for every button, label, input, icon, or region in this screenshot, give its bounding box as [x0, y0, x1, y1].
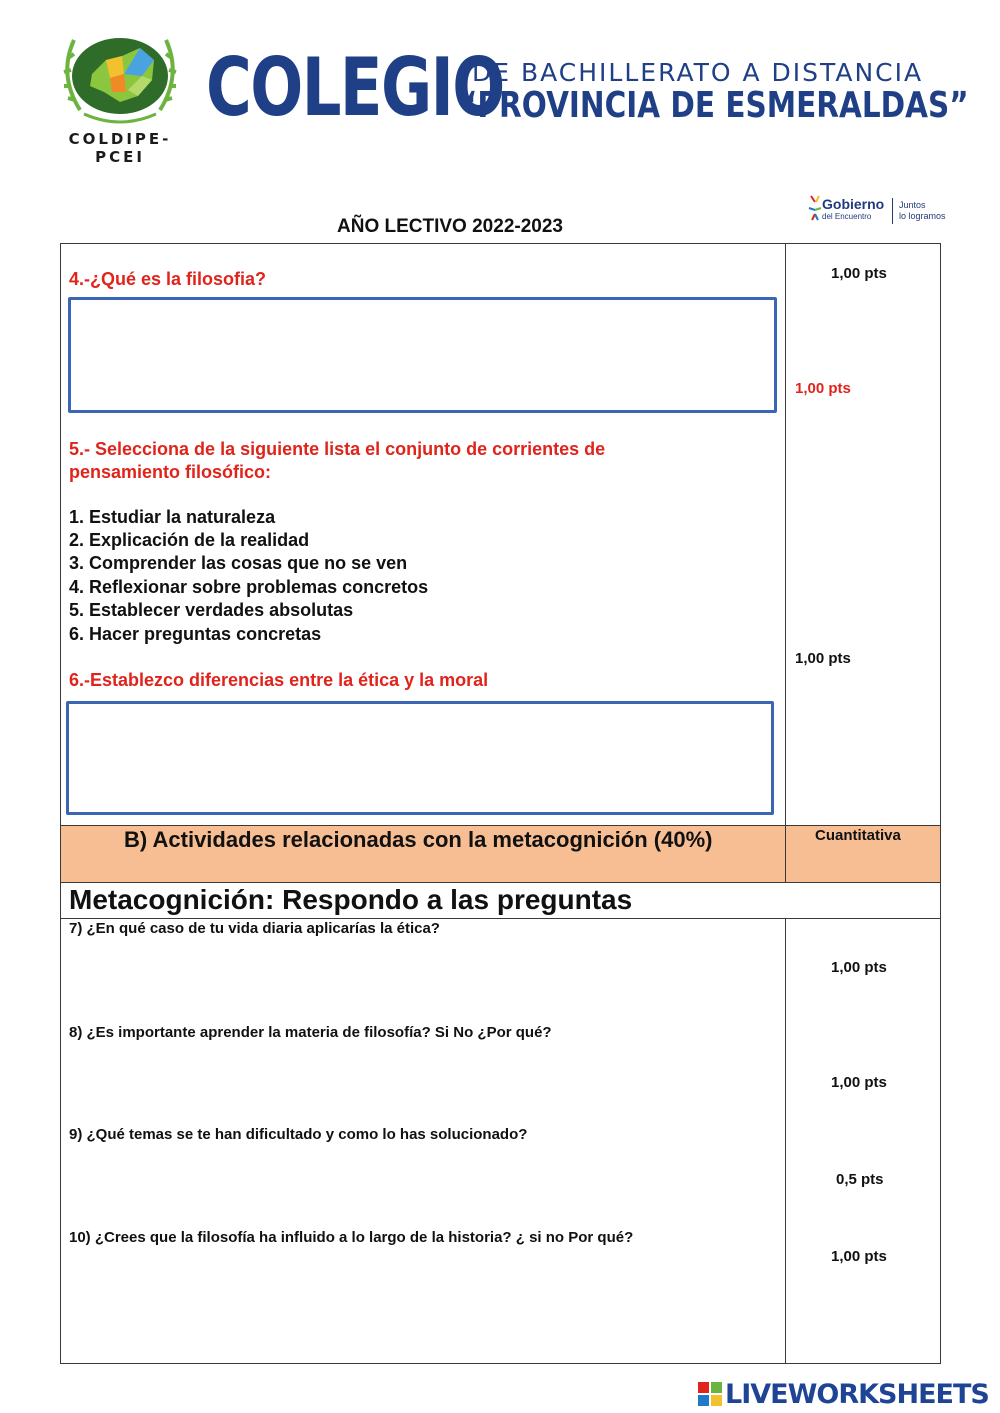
question-6: 6.-Establezco diferencias entre la ética y la moral	[69, 670, 489, 690]
option-item[interactable]: 2. Explicación de la realidad	[69, 530, 310, 550]
logo-caption: COLDIPE-PCEI	[68, 130, 172, 166]
q4-points: 1,00 pts	[831, 265, 887, 282]
metacognition-title-line	[60, 918, 941, 919]
table-column-divider-top	[785, 243, 786, 883]
section-b-divider	[785, 825, 786, 882]
government-subname: del Encuentro	[822, 212, 872, 221]
government-star-icon	[808, 194, 822, 230]
school-name: “PROVINCIA DE ESMERALDAS”	[458, 85, 969, 126]
option-item[interactable]: 3. Comprender las cosas que no se ven	[69, 553, 408, 573]
table-border-bottom	[60, 1363, 941, 1364]
question-8: 8) ¿Es importante aprender la materia de filosofía? Si No ¿Por qué?	[69, 1024, 552, 1041]
government-name: Gobierno	[822, 196, 885, 212]
option-item[interactable]: 5. Establecer verdades absolutas	[69, 600, 354, 620]
q9-points: 0,5 pts	[836, 1171, 884, 1188]
question-4: 4.-¿Qué es la filosofia?	[69, 269, 267, 289]
q8-points: 1,00 pts	[831, 1074, 887, 1091]
table-border-right	[940, 243, 941, 1364]
question-5-line-2: pensamiento filosófico:	[69, 462, 272, 482]
question-10: 10) ¿Crees que la filosofía ha influido a lo largo de la historia? ¿ si no Por qué?	[69, 1229, 634, 1246]
section-b-bottom-line	[60, 882, 941, 883]
q10-points: 1,00 pts	[831, 1248, 887, 1265]
school-logo	[44, 30, 196, 166]
table-border-left	[60, 243, 61, 1364]
section-b-top-line	[60, 825, 941, 826]
government-slogan-1: Juntos	[899, 200, 926, 210]
question-7: 7) ¿En qué caso de tu vida diaria aplicarías la ética?	[69, 920, 440, 937]
government-logo	[808, 190, 958, 236]
q6-points: 1,00 pts	[795, 650, 851, 667]
school-word: COLEGIO	[206, 41, 504, 134]
section-b-column-label: Cuantitativa	[815, 827, 901, 844]
table-border-top	[60, 243, 941, 244]
table-column-divider-bottom	[785, 918, 786, 1364]
metacognition-title: Metacognición: Respondo a las preguntas	[69, 884, 633, 915]
government-separator	[892, 198, 893, 224]
question-9: 9) ¿Qué temas se te han dificultado y como lo has solucionado?	[69, 1126, 528, 1143]
q6-answer-box[interactable]	[66, 701, 774, 815]
school-year: AÑO LECTIVO 2022-2023	[337, 216, 563, 237]
liveworksheets-icon	[698, 1382, 722, 1406]
option-item[interactable]: 4. Reflexionar sobre problemas concretos	[69, 577, 429, 597]
question-5-line-1: 5.- Selecciona de la siguiente lista el conjunto de corrientes de	[69, 439, 606, 459]
q7-points: 1,00 pts	[831, 959, 887, 976]
section-b-title: B) Actividades relacionadas con la metacognición (40%)	[124, 827, 713, 852]
government-slogan-2: lo logramos	[899, 211, 946, 221]
province-map-icon	[54, 30, 186, 130]
liveworksheets-text: LIVEWORKSHEETS	[725, 1379, 989, 1410]
option-item[interactable]: 1. Estudiar la naturaleza	[69, 507, 276, 527]
q5-points: 1,00 pts	[795, 380, 851, 397]
option-item[interactable]: 6. Hacer preguntas concretas	[69, 624, 322, 644]
q4-answer-box[interactable]	[68, 297, 777, 413]
school-subtitle: DE BACHILLERATO A DISTANCIA	[472, 58, 924, 87]
